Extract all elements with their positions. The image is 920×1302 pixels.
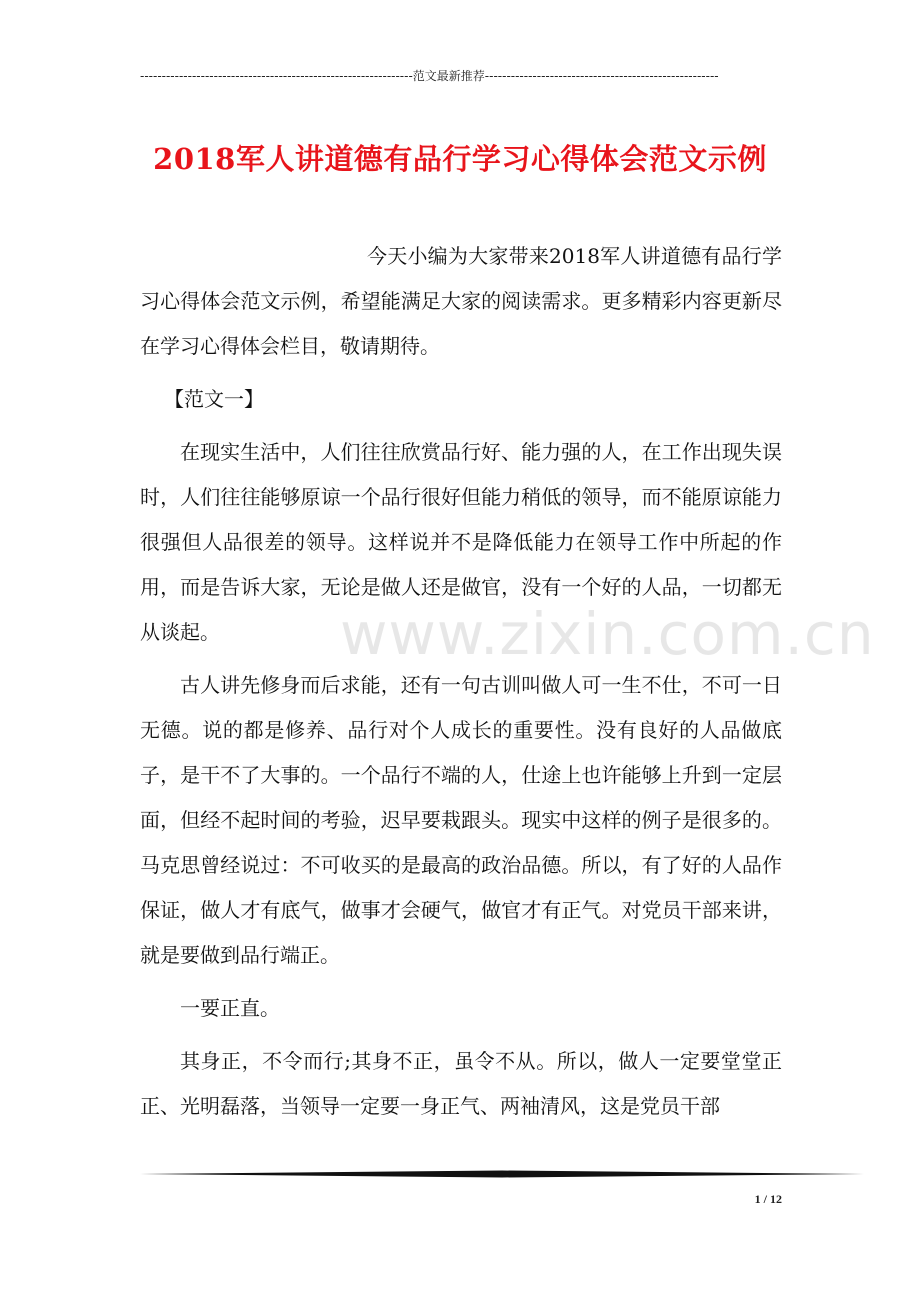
body-paragraph: 其身正，不令而行;其身不正，虽令不从。所以，做人一定要堂堂正正、光明磊落，当领导一定要一身正气、两袖清风，这是党员干部	[140, 1049, 782, 1118]
document-body	[140, 234, 782, 1137]
intro-paragraph: 今天小编为大家带来2018军人讲道德有品行学习心得体会范文示例，希望能满足大家的阅读需求。更多精彩内容更新尽在学习心得体会栏目，敬请期待。	[140, 244, 782, 358]
body-paragraph: 在现实生活中，人们往往欣赏品行好、能力强的人，在工作出现失误时，人们往往能够原谅一个品行很好但能力稍低的领导，而不能原谅能力很强但人品很差的领导。这样说并不是降低能力在领导工作中所起的作用，而是告诉大家，无论是做人还是做官，没有一个好的人品，一切都无从谈起。	[140, 440, 782, 644]
watermark: www.zixin.com.cn	[340, 600, 875, 668]
running-header: ---------------------------------------------------------------范文最新推荐------------------------------------------------------	[140, 69, 719, 83]
document-title: 2018军人讲道德有品行学习心得体会范文示例	[153, 142, 767, 177]
section-label: 【范文一】	[164, 387, 264, 411]
page-number: 1 / 12	[754, 1192, 782, 1206]
footer-rule	[140, 1170, 864, 1178]
body-paragraph: 古人讲先修身而后求能，还有一句古训叫做人可一生不仕，不可一日无德。说的都是修养、品行对个人成长的重要性。没有良好的人品做底子，是干不了大事的。一个品行不端的人，仕途上也许能够上升到一定层面，但经不起时间的考验，迟早要栽跟头。现实中这样的例子是很多的。马克思曾经说过：不可收买的是最高的政治品德。所以，有了好的人品作保证，做人才有底气，做事才会硬气，做官才有正气。对党员干部来讲，就是要做到品行端正。	[140, 673, 782, 967]
body-paragraph: 一要正直。	[180, 996, 280, 1020]
